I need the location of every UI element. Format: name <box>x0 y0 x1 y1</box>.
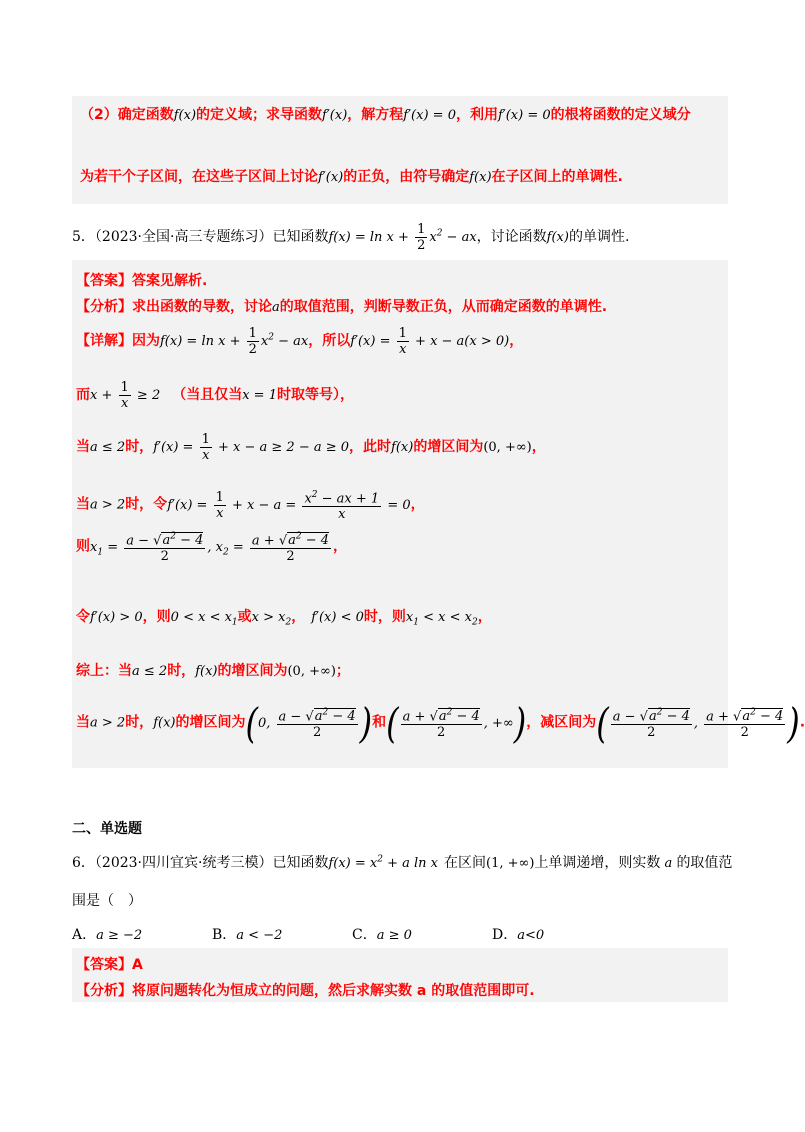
detail-line-7 <box>76 660 350 680</box>
formula: f′(x) = 0 <box>497 108 551 123</box>
question-number: 5． <box>72 229 95 245</box>
question-6 <box>72 852 732 872</box>
formula: a ≤ 2 <box>90 440 126 455</box>
answer-tag: 【答案】 <box>76 273 132 289</box>
analysis-line <box>76 296 607 316</box>
question-number: 6． <box>72 855 95 871</box>
detail-line-8 <box>76 698 805 748</box>
detail-tag: 【详解】 <box>76 333 132 349</box>
detail-text: 时取等号）， <box>276 387 354 403</box>
formula: f(x) = ln x + $\frac{1}{2}$ $x^2$ − ax <box>160 326 309 357</box>
detail-text: ， <box>531 439 546 455</box>
formula: f′(x) < 0 <box>311 610 364 625</box>
formula: x + $\frac{1}{x}$ ≥ 2 <box>90 380 161 411</box>
formula: a <box>272 300 280 315</box>
answer-box-5 <box>72 260 805 768</box>
answer-line <box>76 270 207 290</box>
formula: f′(x) = $\frac{1}{x}$ + x − a = $\frac{x^2 - ax + 1}{x}$ = 0 <box>167 489 411 523</box>
answer-text: 答案见解析. <box>132 273 208 289</box>
formula: f(x) <box>391 440 414 455</box>
question-text: 上单调递增，则实数 <box>534 855 661 871</box>
formula: f′(x) <box>322 108 348 123</box>
note-text: 的定义域；求导函数 <box>196 107 323 123</box>
detail-text: 时， <box>125 714 154 731</box>
analysis-text: 的取值范围，判断导数正负，从而确定函数的单调性. <box>279 299 608 315</box>
analysis-tag: 【分析】 <box>76 299 132 315</box>
detail-text: ，所以 <box>308 333 351 349</box>
analysis-text: 求出函数的导数，讨论 <box>132 299 272 315</box>
detail-text: 而 <box>76 387 90 403</box>
answer-line <box>76 954 143 974</box>
detail-text: 当 <box>76 714 90 731</box>
detail-text: ， <box>291 609 306 625</box>
option-c[interactable] <box>352 924 412 944</box>
detail-text: 和 <box>372 714 387 731</box>
note-text: 的正负，由符号确定 <box>343 169 470 185</box>
detail-text: ，减区间为 <box>526 714 597 731</box>
formula: f′(x) > 0 <box>90 610 143 625</box>
formula: f(x) <box>173 108 197 123</box>
detail-text: 时， <box>167 663 196 679</box>
analysis-line <box>76 980 535 1000</box>
detail-line-5 <box>76 530 347 564</box>
formula: f′(x) = $\frac{1}{x}$ + x − a ≥ 2 − a ≥ 0 <box>153 432 350 463</box>
note-text: ，利用 <box>455 107 498 123</box>
formula: f′(x) = $\frac{1}{x}$ + x − a(x > 0) <box>350 326 510 357</box>
formula: (0, +∞) <box>287 664 336 679</box>
detail-line-6 <box>76 606 492 628</box>
method-note-line-1 <box>80 104 691 124</box>
answer-text: A <box>132 957 143 973</box>
option-b[interactable] <box>212 924 282 944</box>
analysis-text: 将原问题转化为恒成立的问题，然后求解实数 a 的取值范围即可. <box>132 983 535 999</box>
option-a[interactable] <box>72 924 142 944</box>
detail-text: 的增区间为 <box>217 663 288 679</box>
formula: f(x) = ln x + $\frac{1}{2}$ $x^2$ − ax <box>328 222 477 253</box>
detail-text: 令 <box>76 609 90 625</box>
formula: a <box>660 856 677 871</box>
detail-text: ， <box>410 496 425 513</box>
option-label: B． <box>212 927 237 943</box>
method-note-box <box>72 96 728 204</box>
formula: f(x) <box>546 230 569 245</box>
detail-text: ，则 <box>142 609 171 625</box>
formula: x = 1 <box>242 388 277 403</box>
question-6-line-2: 围是（ ） <box>72 893 142 909</box>
formula: (0, $\frac{a - √a^2 - 4}{2}$ ) <box>245 698 373 748</box>
detail-text: 时，令 <box>125 496 168 513</box>
detail-text: （当且仅当 <box>172 387 243 403</box>
formula: $x_1$ = $\frac{a - √a^2 - 4}{2}$ , $x_2$ = $\frac{a + √a^2 - 4}{2}$ <box>90 532 330 565</box>
detail-text: 时，则 <box>363 609 406 625</box>
formula: f(x) <box>469 170 492 185</box>
detail-text: ，此时 <box>349 439 392 455</box>
detail-text: ， <box>477 609 492 625</box>
option-d[interactable] <box>492 924 544 944</box>
formula: a > 2 <box>90 715 126 731</box>
question-5 <box>72 222 629 253</box>
analysis-tag: 【分析】 <box>76 983 132 999</box>
detail-text: 时， <box>125 439 154 455</box>
detail-text: ， <box>509 333 524 349</box>
formula: (1, +∞) <box>486 856 535 871</box>
note-text: ，解方程 <box>347 107 404 123</box>
answer-tag: 【答案】 <box>76 957 132 973</box>
formula: a < −2 <box>236 928 283 943</box>
note-text: 为若干个子区间，在这些子区间上讨论 <box>80 169 318 185</box>
formula: a<0 <box>517 928 545 943</box>
detail-text: 或 <box>237 609 252 625</box>
question-text: 在区间 <box>444 855 487 871</box>
question-source: （2023·四川宜宾·统考三模）已知函数 <box>94 855 329 871</box>
question-source: （2023·全国·高三专题练习）已知函数 <box>94 229 329 245</box>
formula: a > 2 <box>90 497 126 513</box>
formula: ( $\frac{a - √a^2 - 4}{2}$ , $\frac{a + √a^2 - 4}{2}$ ) <box>596 698 800 748</box>
detail-text: 当 <box>76 439 90 455</box>
option-label: A． <box>72 927 97 943</box>
detail-text: 的增区间为 <box>175 714 246 731</box>
formula: f′(x) = 0 <box>403 108 456 123</box>
formula: ( $\frac{a + √a^2 - 4}{2}$ , +∞) <box>386 698 527 748</box>
question-text: 的取值范 <box>676 855 733 871</box>
detail-text: ， <box>333 538 348 555</box>
answer-box-6 <box>72 948 728 1002</box>
formula: f′(x) <box>318 170 344 185</box>
method-note-line-2 <box>80 166 623 186</box>
detail-text: 综上：当 <box>76 663 132 679</box>
note-text: 在子区间上的单调性. <box>491 169 623 185</box>
formula: a ≥ 0 <box>376 928 412 943</box>
detail-line-4 <box>76 488 425 522</box>
detail-text: . <box>799 714 805 731</box>
note-text: 的根将函数的定义域分 <box>550 107 691 123</box>
section-heading: 二、单选题 <box>72 821 142 837</box>
formula: $x > x_2$ <box>251 610 292 628</box>
formula: (0, +∞) <box>483 440 532 455</box>
formula: a ≥ −2 <box>96 928 143 943</box>
detail-text: ； <box>335 663 350 679</box>
formula: $0 < x < x_1$ <box>170 610 238 628</box>
formula: $x_1 < x < x_2$ <box>405 610 478 628</box>
detail-line-3 <box>76 432 546 463</box>
formula: $f(x) = x^2 + a$ ln x <box>328 854 439 871</box>
detail-line-2 <box>76 380 354 411</box>
detail-text: 的增区间为 <box>413 439 484 455</box>
detail-text: 当 <box>76 496 90 513</box>
question-text: ，讨论函数 <box>476 229 547 245</box>
note-text: （2）确定函数 <box>80 107 174 123</box>
detail-text: 因为 <box>132 333 160 349</box>
option-label: D． <box>492 927 518 943</box>
option-label: C． <box>352 927 377 943</box>
question-text: 的单调性. <box>568 229 630 245</box>
detail-text: 则 <box>76 538 90 555</box>
formula: f(x) <box>195 664 218 679</box>
formula: f(x) <box>153 715 176 731</box>
formula: a ≤ 2 <box>132 664 168 679</box>
detail-line-1 <box>76 326 523 357</box>
